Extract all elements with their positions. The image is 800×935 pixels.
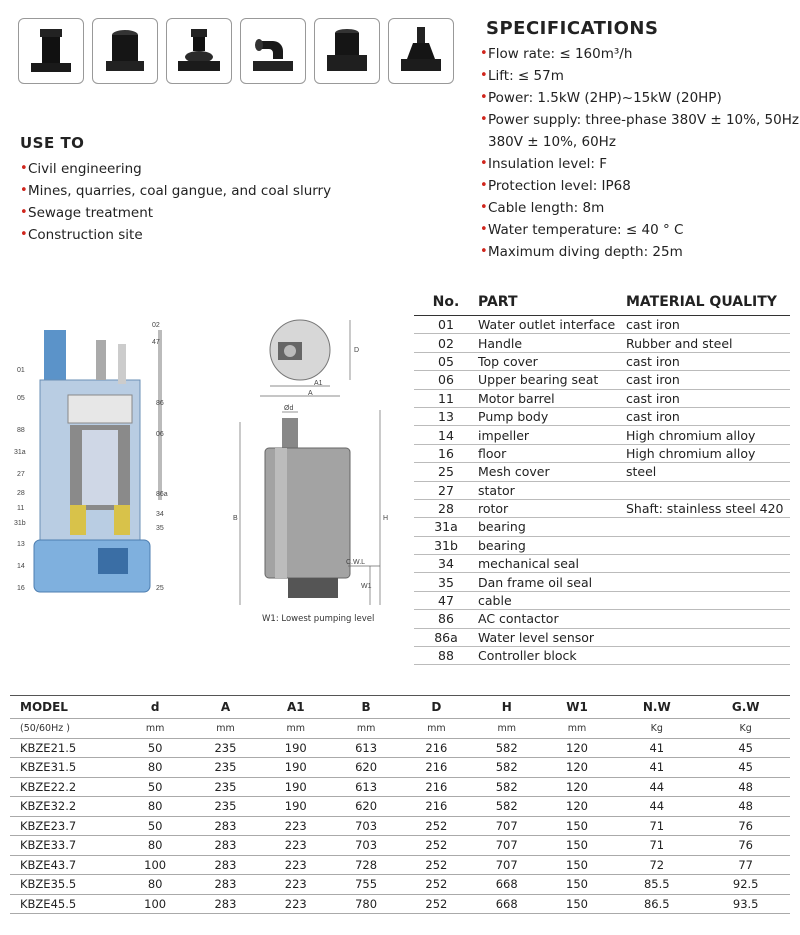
model-value: 120	[542, 738, 612, 758]
cutaway-label: 25	[156, 585, 164, 592]
part-number: 86	[414, 610, 478, 628]
cutaway-label: 02	[152, 322, 160, 329]
model-value: 252	[401, 855, 471, 875]
spec-power: • Power: 1.5kW (2HP)~15kW (20HP)	[480, 87, 799, 109]
part-number: 28	[414, 499, 478, 517]
model-value: 223	[261, 894, 331, 914]
part-name: stator	[478, 481, 626, 499]
model-value: 223	[261, 816, 331, 836]
model-value: 283	[190, 816, 260, 836]
part-name: rotor	[478, 499, 626, 517]
parts-row	[414, 499, 790, 517]
dim-label-d-upper: D	[354, 347, 360, 354]
model-value: 668	[472, 894, 542, 914]
part-name: Top cover	[478, 352, 626, 370]
model-value: 120	[542, 777, 612, 797]
parts-row	[414, 426, 790, 444]
part-material	[626, 481, 790, 499]
model-header-cell: MODEL	[10, 696, 120, 719]
cutaway-label: 14	[17, 563, 25, 570]
model-row	[10, 797, 790, 817]
part-material: Shaft: stainless steel 420	[626, 499, 790, 517]
use-to-title: USE TO	[20, 134, 85, 152]
model-value: 50	[120, 777, 190, 797]
parts-row	[414, 316, 790, 334]
model-header-cell: D	[401, 696, 471, 719]
model-name: KBZE23.7	[10, 816, 120, 836]
dim-label-h: H	[383, 515, 389, 522]
parts-row	[414, 444, 790, 462]
model-value: 582	[472, 758, 542, 778]
part-number: 31b	[414, 536, 478, 554]
model-value: 150	[542, 855, 612, 875]
model-row	[10, 777, 790, 797]
straight-fitting-2-image	[92, 18, 158, 84]
model-value: 216	[401, 758, 471, 778]
use-to-section	[20, 134, 331, 246]
parts-table	[414, 289, 790, 665]
model-value: 283	[190, 875, 260, 895]
model-value: 620	[331, 797, 401, 817]
model-row	[10, 836, 790, 856]
cutaway-label: 31a	[14, 449, 26, 456]
part-name: Controller block	[478, 647, 626, 665]
part-name: Pump body	[478, 407, 626, 425]
model-value: 707	[472, 816, 542, 836]
unit-cell: mm	[120, 719, 190, 739]
part-material	[626, 518, 790, 536]
part-number: 11	[414, 389, 478, 407]
model-name: KBZE45.5	[10, 894, 120, 914]
dim-label-d: Ød	[284, 405, 294, 412]
model-value: 235	[190, 777, 260, 797]
model-value: 252	[401, 875, 471, 895]
part-number: 88	[414, 647, 478, 665]
model-value: 190	[261, 738, 331, 758]
model-name: KBZE31.5	[10, 758, 120, 778]
model-header-cell: A1	[261, 696, 331, 719]
model-value: 613	[331, 777, 401, 797]
part-name: Water level sensor	[478, 628, 626, 646]
model-value: 235	[190, 758, 260, 778]
model-name: KBZE33.7	[10, 836, 120, 856]
parts-row	[414, 389, 790, 407]
dim-label-a: A	[308, 390, 313, 397]
model-header-row	[10, 696, 790, 719]
model-row	[10, 738, 790, 758]
model-value: 150	[542, 816, 612, 836]
part-number: 27	[414, 481, 478, 499]
dim-label-a1: A1	[314, 380, 323, 387]
part-number: 16	[414, 444, 478, 462]
part-number: 34	[414, 555, 478, 573]
use-item: • Civil engineering	[20, 158, 331, 180]
model-header-cell: A	[190, 696, 260, 719]
model-value: 252	[401, 836, 471, 856]
part-material: cast iron	[626, 389, 790, 407]
model-header-cell: W1	[542, 696, 612, 719]
specifications-title: SPECIFICATIONS	[486, 18, 659, 39]
model-value: 780	[331, 894, 401, 914]
straight-fitting-1-image	[18, 18, 84, 84]
model-value: 100	[120, 894, 190, 914]
fitting-gallery	[18, 18, 454, 84]
dim-label-w1: W1	[361, 583, 372, 590]
dimension-caption: W1: Lowest pumping level	[262, 614, 375, 624]
model-name: KBZE21.5	[10, 738, 120, 758]
model-value: 190	[261, 797, 331, 817]
model-value: 190	[261, 777, 331, 797]
spec-cable: • Cable length: 8m	[480, 197, 799, 219]
model-value: 755	[331, 875, 401, 895]
model-value: 50	[120, 816, 190, 836]
cutaway-label: 11	[17, 505, 25, 512]
model-value: 150	[542, 836, 612, 856]
spec-water-temp: • Water temperature: ≤ 40 ° C	[480, 219, 799, 241]
model-value: 668	[472, 875, 542, 895]
model-value: 190	[261, 758, 331, 778]
parts-header-part: PART	[478, 289, 626, 316]
model-value: 48	[701, 777, 790, 797]
cutaway-label: 16	[17, 585, 25, 592]
parts-row	[414, 628, 790, 646]
part-name: bearing	[478, 518, 626, 536]
parts-row	[414, 591, 790, 609]
unit-cell: mm	[542, 719, 612, 739]
parts-row	[414, 536, 790, 554]
dimension-diagram	[230, 310, 400, 610]
unit-cell: Kg	[701, 719, 790, 739]
model-value: 235	[190, 797, 260, 817]
dim-label-b: B	[233, 515, 238, 522]
model-value: 703	[331, 816, 401, 836]
model-value: 216	[401, 777, 471, 797]
model-value: 223	[261, 855, 331, 875]
spec-flow-rate: • Flow rate: ≤ 160m³/h	[480, 43, 799, 65]
unit-cell: mm	[190, 719, 260, 739]
model-value: 582	[472, 797, 542, 817]
cutaway-label: 88	[17, 427, 25, 434]
model-value: 223	[261, 875, 331, 895]
parts-row	[414, 352, 790, 370]
cutaway-label: 86	[156, 400, 164, 407]
model-header-cell: G.W	[701, 696, 790, 719]
use-item: • Mines, quarries, coal gangue, and coal slurry	[20, 180, 331, 202]
part-name: Mesh cover	[478, 463, 626, 481]
elbow-fitting-image	[240, 18, 306, 84]
cutaway-label: 31b	[14, 520, 26, 527]
cutaway-label: 01	[17, 367, 25, 374]
part-name: mechanical seal	[478, 555, 626, 573]
model-table	[10, 695, 790, 914]
hose-tail-fitting-image	[388, 18, 454, 84]
part-name: Water outlet interface	[478, 316, 626, 334]
model-value: 76	[701, 816, 790, 836]
model-row	[10, 894, 790, 914]
part-material: High chromium alloy	[626, 444, 790, 462]
flange-fitting-image	[166, 18, 232, 84]
part-name: floor	[478, 444, 626, 462]
part-material: cast iron	[626, 371, 790, 389]
parts-row	[414, 555, 790, 573]
model-value: 80	[120, 875, 190, 895]
model-header-cell: H	[472, 696, 542, 719]
model-value: 150	[542, 894, 612, 914]
dim-label-cwl: C.W.L	[346, 559, 366, 566]
cutaway-label: 86a	[156, 491, 168, 498]
model-value: 44	[612, 797, 701, 817]
part-material	[626, 573, 790, 591]
model-value: 150	[542, 875, 612, 895]
cutaway-label: 35	[156, 525, 164, 532]
model-header-cell: B	[331, 696, 401, 719]
use-item: • Sewage treatment	[20, 202, 331, 224]
model-value: 92.5	[701, 875, 790, 895]
spec-diving-depth: • Maximum diving depth: 25m	[480, 241, 799, 263]
model-value: 93.5	[701, 894, 790, 914]
model-value: 283	[190, 836, 260, 856]
model-value: 100	[120, 855, 190, 875]
part-number: 47	[414, 591, 478, 609]
part-name: Upper bearing seat	[478, 371, 626, 389]
model-value: 86.5	[612, 894, 701, 914]
model-name: KBZE22.2	[10, 777, 120, 797]
part-material: cast iron	[626, 352, 790, 370]
parts-row	[414, 610, 790, 628]
spec-insulation: • Insulation level: F	[480, 153, 799, 175]
model-header-cell: d	[120, 696, 190, 719]
model-value: 77	[701, 855, 790, 875]
model-name: KBZE35.5	[10, 875, 120, 895]
part-material	[626, 628, 790, 646]
model-value: 703	[331, 836, 401, 856]
model-value: 283	[190, 894, 260, 914]
cutaway-label: 06	[156, 431, 164, 438]
parts-row	[414, 371, 790, 389]
part-material: Rubber and steel	[626, 334, 790, 352]
part-number: 86a	[414, 628, 478, 646]
parts-row	[414, 407, 790, 425]
specifications-section	[480, 18, 799, 263]
cutaway-label: 34	[156, 511, 164, 518]
model-value: 80	[120, 797, 190, 817]
model-value: 252	[401, 816, 471, 836]
spec-protection: • Protection level: IP68	[480, 175, 799, 197]
spec-power-supply: • Power supply: three-phase 380V ± 10%, 50Hz	[480, 109, 799, 131]
parts-row	[414, 518, 790, 536]
part-number: 35	[414, 573, 478, 591]
model-value: 71	[612, 816, 701, 836]
cutaway-label: 28	[17, 490, 25, 497]
part-number: 13	[414, 407, 478, 425]
model-header-cell: N.W	[612, 696, 701, 719]
model-name: KBZE43.7	[10, 855, 120, 875]
part-number: 06	[414, 371, 478, 389]
parts-header-material: MATERIAL QUALITY	[626, 289, 790, 316]
model-row	[10, 758, 790, 778]
pump-cutaway-diagram	[0, 310, 230, 610]
model-value: 252	[401, 894, 471, 914]
cutaway-label: 47	[152, 339, 160, 346]
model-value: 216	[401, 797, 471, 817]
model-value: 45	[701, 738, 790, 758]
part-material	[626, 536, 790, 554]
model-value: 582	[472, 777, 542, 797]
model-value: 45	[701, 758, 790, 778]
model-row	[10, 855, 790, 875]
part-name: AC contactor	[478, 610, 626, 628]
model-name: KBZE32.2	[10, 797, 120, 817]
parts-row	[414, 573, 790, 591]
part-material: cast iron	[626, 407, 790, 425]
part-name: Motor barrel	[478, 389, 626, 407]
parts-row	[414, 334, 790, 352]
model-value: 613	[331, 738, 401, 758]
part-material	[626, 555, 790, 573]
unit-cell: mm	[331, 719, 401, 739]
model-value: 80	[120, 758, 190, 778]
model-value: 71	[612, 836, 701, 856]
part-material	[626, 591, 790, 609]
unit-cell: (50/60Hz )	[10, 719, 120, 739]
model-value: 85.5	[612, 875, 701, 895]
part-number: 05	[414, 352, 478, 370]
parts-header-row	[414, 289, 790, 316]
parts-row	[414, 647, 790, 665]
model-value: 235	[190, 738, 260, 758]
part-name: cable	[478, 591, 626, 609]
part-number: 25	[414, 463, 478, 481]
model-value: 76	[701, 836, 790, 856]
spec-lift: • Lift: ≤ 57m	[480, 65, 799, 87]
unit-cell: mm	[472, 719, 542, 739]
model-value: 72	[612, 855, 701, 875]
use-item: • Construction site	[20, 224, 331, 246]
model-value: 41	[612, 758, 701, 778]
model-value: 50	[120, 738, 190, 758]
part-number: 31a	[414, 518, 478, 536]
part-material	[626, 647, 790, 665]
model-value: 216	[401, 738, 471, 758]
part-name: bearing	[478, 536, 626, 554]
model-value: 41	[612, 738, 701, 758]
part-number: 01	[414, 316, 478, 334]
part-material: steel	[626, 463, 790, 481]
unit-cell: Kg	[612, 719, 701, 739]
spec-power-supply-cont: 380V ± 10%, 60Hz	[488, 134, 616, 150]
part-name: impeller	[478, 426, 626, 444]
model-value: 707	[472, 836, 542, 856]
unit-cell: mm	[261, 719, 331, 739]
model-units-row	[10, 719, 790, 739]
model-value: 44	[612, 777, 701, 797]
model-value: 283	[190, 855, 260, 875]
model-value: 728	[331, 855, 401, 875]
unit-cell: mm	[401, 719, 471, 739]
part-number: 02	[414, 334, 478, 352]
cutaway-label: 13	[17, 541, 25, 548]
model-row	[10, 875, 790, 895]
cutaway-label: 27	[17, 471, 25, 478]
parts-row	[414, 481, 790, 499]
model-value: 48	[701, 797, 790, 817]
model-value: 120	[542, 758, 612, 778]
parts-row	[414, 463, 790, 481]
part-name: Handle	[478, 334, 626, 352]
part-name: Dan frame oil seal	[478, 573, 626, 591]
part-material	[626, 610, 790, 628]
parts-header-no: No.	[414, 289, 478, 316]
part-number: 14	[414, 426, 478, 444]
model-value: 120	[542, 797, 612, 817]
cutaway-label: 05	[17, 395, 25, 402]
model-value: 620	[331, 758, 401, 778]
model-row	[10, 816, 790, 836]
model-value: 707	[472, 855, 542, 875]
part-material: High chromium alloy	[626, 426, 790, 444]
part-material: cast iron	[626, 316, 790, 334]
square-flange-fitting-image	[314, 18, 380, 84]
model-value: 582	[472, 738, 542, 758]
model-value: 223	[261, 836, 331, 856]
model-value: 80	[120, 836, 190, 856]
